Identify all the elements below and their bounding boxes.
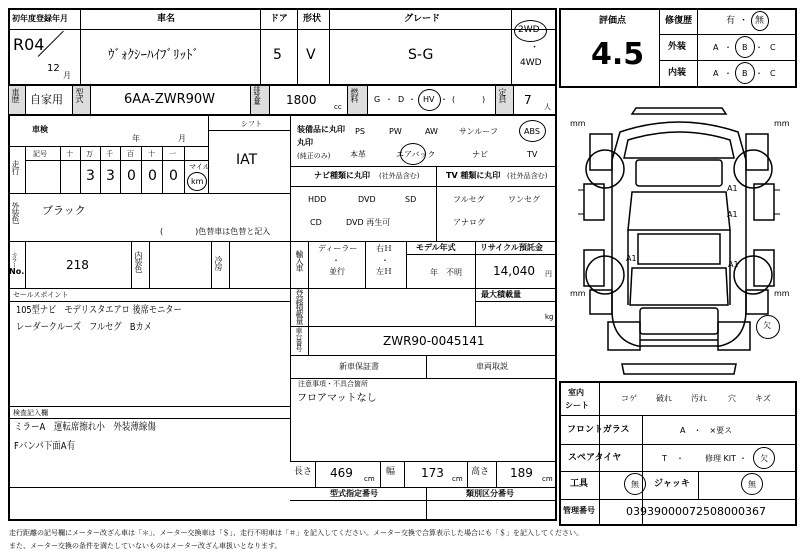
equip-item: PW <box>389 127 402 136</box>
odo-digit: 3 <box>106 168 115 184</box>
int-c: C <box>770 69 776 78</box>
spare-label: スペアタイヤ <box>568 453 622 463</box>
odo-digit: 3 <box>86 168 95 184</box>
height-unit: cm <box>542 475 553 483</box>
equip-item: AW <box>425 127 438 136</box>
length-value: 469 <box>330 466 353 480</box>
ext-c: C <box>770 43 776 52</box>
car-name-header: 車名 <box>157 14 176 24</box>
sales-point-line: 105型ナビ モデリスタエアロ 後席モニター <box>16 305 182 316</box>
month-value: 12 <box>47 63 60 74</box>
shift-label: シフト <box>241 120 262 128</box>
interior-label-2: シート <box>565 401 589 410</box>
recycle-value: 14,040 <box>493 264 535 278</box>
spare-t: T <box>662 454 667 463</box>
fuel-dot: ・ <box>408 95 416 104</box>
sales-point-line: レーダークルーズ フルセグ Bカメ <box>16 322 152 333</box>
fuel-hv: HV <box>423 95 435 104</box>
navi-item: HDD <box>308 195 327 204</box>
color-value: ブラック <box>42 204 86 217</box>
navi-item: DVD <box>358 195 376 204</box>
doors-value: 5 <box>273 47 282 63</box>
equip-item: エアバック <box>396 150 436 159</box>
fuel-d: D <box>398 95 405 104</box>
color-label: 外装色 <box>11 202 20 223</box>
fuel-paren-open: ( <box>452 95 456 104</box>
odo-unit: 十 <box>66 150 73 158</box>
kind-value: 自家用 <box>30 93 63 106</box>
capacity-unit: 人 <box>544 103 551 111</box>
equip-item: TV <box>527 150 538 159</box>
height-label: 高さ <box>471 467 490 477</box>
ext-dot: ・ <box>724 43 732 52</box>
interior-item: 破れ <box>656 394 672 403</box>
shaken-year: 年 <box>132 134 140 143</box>
jack-label: ジャッキ <box>654 479 690 489</box>
spare-dot: ・ <box>739 454 747 463</box>
ext-a: A <box>713 43 719 52</box>
notes-label: 注意事項・不具合箇所 <box>298 380 368 388</box>
equip-item: サンルーフ <box>459 127 498 136</box>
equip-item: ナビ <box>472 150 488 159</box>
cc-unit: cc <box>334 103 342 111</box>
damage-mark: A1 <box>728 260 739 269</box>
import-dot: ・ <box>381 256 389 265</box>
ext-b: B <box>742 43 748 52</box>
odo-unit-kigo: 記号 <box>33 150 47 158</box>
class-label: 類別区分番号 <box>466 489 514 498</box>
color-no-label: カラー <box>10 252 17 267</box>
capacity-value: 7 <box>524 93 532 107</box>
capacity-label: 定員 <box>498 88 507 102</box>
color-no-value: 218 <box>66 258 89 272</box>
spare-dot: ・ <box>676 454 684 463</box>
odo-unit: 万 <box>86 150 93 158</box>
tv-item: ワンセグ <box>508 195 540 204</box>
4wd-label: 4WD <box>520 58 542 68</box>
glass-value: A ・ ×要ス <box>680 426 733 435</box>
repair-dot: ・ <box>739 16 749 26</box>
odo-label: 走行 <box>11 160 20 174</box>
recycle-unit: 円 <box>545 270 552 278</box>
odo-unit: 千 <box>106 150 113 158</box>
interior-item: コゲ <box>621 394 637 403</box>
damage-mark: A1 <box>727 184 738 193</box>
manual-label: 車両取説 <box>476 362 508 371</box>
navi-item: SD <box>405 195 417 204</box>
repair-label: 修復歴 <box>665 16 693 26</box>
shaken-label: 車検 <box>32 125 48 134</box>
month-unit: 月 <box>63 71 71 80</box>
interior-label: 室内 <box>568 388 584 397</box>
fuel-dot: ・ <box>385 95 393 104</box>
spare-missing: 欠 <box>760 454 768 463</box>
diagram-mm-label: mm <box>570 119 586 128</box>
model-value: 6AA-ZWR90W <box>124 92 216 107</box>
diagram-mm-label: mm <box>774 119 790 128</box>
divider <box>8 29 557 30</box>
repair-no: 無 <box>755 16 765 26</box>
shape-value: V <box>306 47 316 63</box>
fuel-dot: ・ <box>440 95 448 104</box>
diagram-mm-label: mm <box>774 289 790 298</box>
recycle-label: リサイクル預託金 <box>480 243 543 252</box>
tools-value: 無 <box>631 480 639 489</box>
load-label: 登録積載量 <box>295 289 304 324</box>
width-value: 173 <box>421 466 444 480</box>
cc-value: 1800 <box>286 93 317 107</box>
sales-points-label: セールスポイント <box>13 291 69 299</box>
model-year-value: 年 不明 <box>430 268 462 277</box>
odo-unit: 百 <box>127 150 134 158</box>
fuel-g: G <box>374 95 381 104</box>
car-name-value: ｳﾞｫｸｼｰﾊｲﾌﾞﾘｯﾄﾞ <box>108 48 199 63</box>
int-dot: ・ <box>755 69 763 78</box>
odo-unit: 十 <box>148 150 155 158</box>
height-value: 189 <box>510 466 533 480</box>
tv-item: フルセグ <box>453 195 485 204</box>
color-note: ( )色替車は色替と記入 <box>160 227 271 236</box>
ac-label: 冷房 <box>214 256 223 270</box>
model-year-label: モデル年式 <box>416 243 456 252</box>
cc-label: 排気量 <box>253 86 261 104</box>
int-color-label: 内装色 <box>134 251 143 272</box>
length-unit: cm <box>364 475 375 483</box>
mile-label: マイル <box>189 163 210 171</box>
interior-item: 汚れ <box>691 394 707 403</box>
equip-item: 本革 <box>350 150 366 159</box>
diagram-mm-label: mm <box>570 289 586 298</box>
2wd-label: 2WD <box>518 25 540 35</box>
navi-sub: (社外品含む) <box>379 172 420 180</box>
import-dot: ・ <box>332 256 340 265</box>
wd-dot: ・ <box>530 43 540 53</box>
inspect-line: ミラーA 運転席擦れ小 外装薄線傷 <box>14 422 156 433</box>
warranty-label: 新車保証書 <box>339 362 379 371</box>
mgmt-value: 03939000072508000367 <box>626 505 766 518</box>
interior-item: 穴 <box>728 394 736 403</box>
width-label: 幅 <box>386 467 396 477</box>
equip-item: ABS <box>524 127 540 136</box>
equip-label-2: 丸印 <box>297 138 313 147</box>
damage-mark: 欠 <box>763 321 771 330</box>
model-label: 型式 <box>75 88 84 102</box>
max-load-label: 最大積載量 <box>481 290 521 299</box>
reg-year-header: 初年度登録年月 <box>12 14 68 23</box>
inspect-line: Fバンパ下面A有 <box>14 441 76 452</box>
score-value: 4.5 <box>591 37 645 72</box>
score-label: 評価点 <box>599 16 627 26</box>
rh-label: 右Ｈ <box>376 244 392 253</box>
int-label: 内装 <box>668 68 687 78</box>
spare-kit: 修理 KIT <box>705 454 737 463</box>
int-b: B <box>742 69 748 78</box>
inspect-label: 検査記入欄 <box>13 409 48 417</box>
door-header: ドア <box>270 14 288 24</box>
footer-note: また、メーター交換の条件を満たしていないものはメーター改ざん車扱いとなります。 <box>9 542 282 550</box>
shape-header: 形状 <box>303 14 322 24</box>
ext-label: 外装 <box>668 42 687 52</box>
tools-label: 工具 <box>570 479 589 489</box>
shaken-month: 月 <box>178 134 186 143</box>
era-value: R04 <box>13 35 45 54</box>
mgmt-label: 管理番号 <box>563 506 595 515</box>
odo-digit: 0 <box>127 168 136 184</box>
footer-note: 走行距離の記号欄にメーター改ざん車は「＊」、メーター交換車は「＄」、走行不明車は「＃」を記入してください。メーター交換で合算表示した場合にも「＄」を記入してください。 <box>9 529 583 537</box>
color-no-label-no: No. <box>9 267 25 276</box>
tv-sub: (社外品含む) <box>507 172 548 180</box>
chassis-value: ZWR90-0045141 <box>383 334 485 348</box>
repair-yes: 有 <box>726 16 736 26</box>
odo-digit: 0 <box>148 168 157 184</box>
equip-sub: (純正のみ) <box>297 152 331 160</box>
odo-unit: 一 <box>169 150 176 158</box>
load-unit: kg <box>545 313 554 321</box>
odo-digit: 0 <box>169 168 178 184</box>
import-label: 輸入車 <box>295 250 304 271</box>
damage-mark: A1 <box>727 210 738 219</box>
tv-item: アナログ <box>453 218 485 227</box>
fuel-paren-close: ) <box>482 95 486 104</box>
int-dot: ・ <box>724 69 732 78</box>
jack-value: 無 <box>748 480 756 489</box>
equip-item: PS <box>355 127 365 136</box>
tv-label: TV 種類に丸印 <box>446 171 501 180</box>
km-label: km <box>191 177 204 186</box>
length-label: 長さ <box>294 467 313 477</box>
notes-value: フロアマットなし <box>297 393 377 404</box>
equip-label: 装備品に丸印 <box>297 125 345 134</box>
ext-dot: ・ <box>755 43 763 52</box>
kind-label: 車歴 <box>11 88 20 102</box>
navi-item: CD <box>310 218 322 227</box>
lh-label: 左Ｈ <box>376 267 392 276</box>
width-unit: cm <box>452 475 463 483</box>
type-spec-label: 型式指定番号 <box>330 489 378 498</box>
chassis-label: 車台番号 <box>295 327 303 351</box>
grade-value: S-G <box>408 47 434 63</box>
dealer-label: ディーラー <box>318 244 358 253</box>
parallel-label: 並行 <box>329 267 345 276</box>
shift-value: IAT <box>236 152 258 168</box>
navi-item: DVD 再生可 <box>346 218 391 227</box>
interior-item: キズ <box>755 394 771 403</box>
grade-header: グレード <box>404 14 441 24</box>
int-a: A <box>713 69 719 78</box>
fuel-label: 燃料 <box>350 88 359 102</box>
glass-label: フロントガラス <box>567 425 630 435</box>
navi-label: ナビ種類に丸印 <box>314 171 370 180</box>
damage-mark: A1 <box>626 254 637 263</box>
